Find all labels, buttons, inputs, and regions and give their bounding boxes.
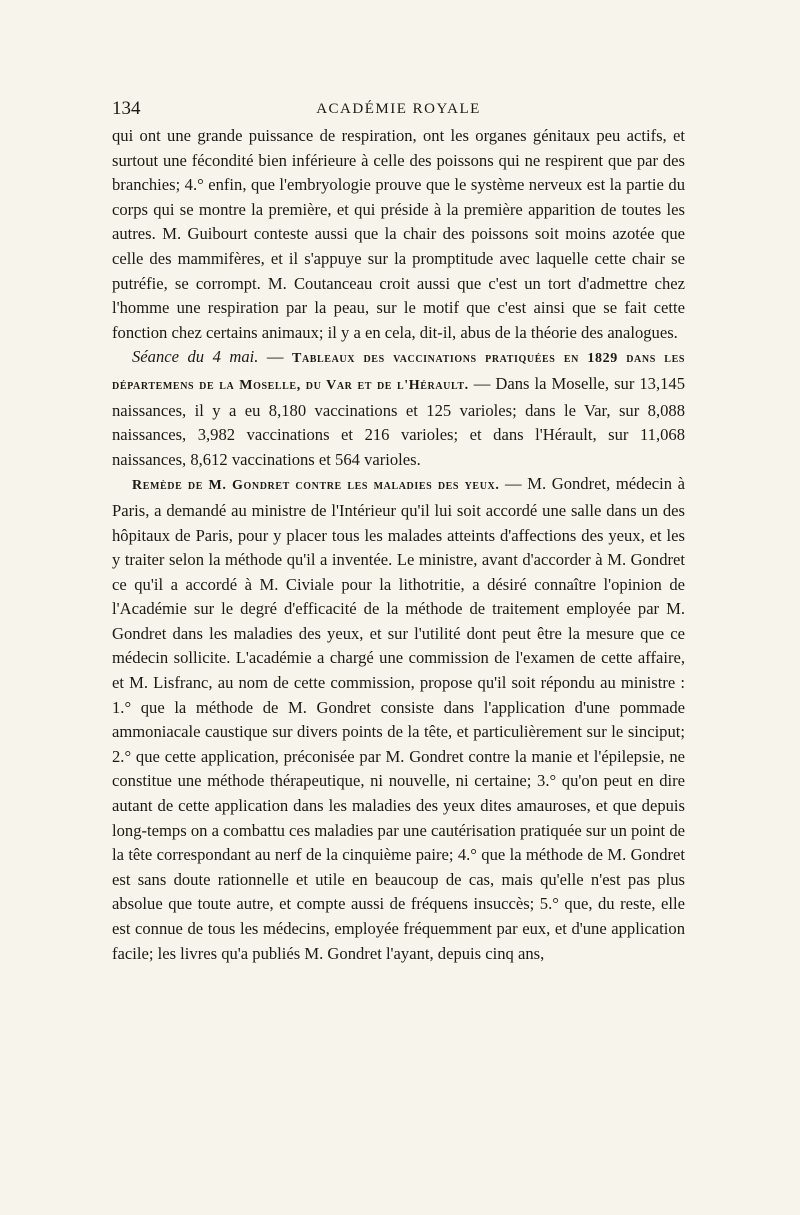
session-date: Séance du 4 mai. [132,347,259,367]
paragraph-respiration: qui ont une grande puissance de respiration, ont les organes génitaux peu actifs, et surtout une fécondité bien inférieure à celle des poissons qui ne respirent que par des branchies; 4.° enfin, que l'embryologie prouve que le système nerveux est la partie du corps qui se montre la première, et qui préside à la première apparition de toutes les autres. M. Guibourt conteste aussi que la chair des poissons soit moins azotée que celle des mammifères, et il s'appuye sur la promptitude avec laquelle cette chair se putréfie, se corrompt. M. Coutanceau croit aussi que c'est un tort d'admettre chez l'homme une respiration par la peau, sur le motif que c'est ainsi que se fait cette fonction chez certains animaux; il y a en cela, dit-il, abus de la théorie des analogues. [112,126,685,342]
dash: — [258,347,292,367]
paragraph-gondret [112,472,685,966]
paragraph-vaccinations [112,345,685,472]
gondret-text: — M. Gondret, médecin à Paris, a demandé au ministre de l'Intérieur qu'il lui soit accordé une salle dans un des hôpitaux de Paris, pour y placer tous les malades atteints d'affections des yeux, et les y traiter selon la méthode qu'il a inventée. Le ministre, avant d'accorder à M. Gondret ce qu'il a accordé à M. Civiale pour la lithotritie, a désiré connaître l'opinion de l'Académie sur le degré d'efficacité de la méthode de traitement employée par M. Gondret dans les maladies des yeux, et sur l'utilité dont peut être la mesure que ce médecin sollicite. L'académie a chargé une commission de l'examen de cette affaire, et M. Lisfranc, au nom de cette commission, propose qu'il soit répondu au ministre : 1.° que la méthode de M. Gondret consiste dans l'application d'une pommade ammoniacale caustique sur divers points de la tête, et particulièrement sur le sinciput; 2.° que cette application, préconisée par M. Gondret contre la manie et l'épilepsie, ne constitue une méthode thérapeutique, ni nouvelle, ni certaine; 3.° qu'on peut en dire autant de cette application dans les maladies des yeux dites amauroses, et que depuis long-temps on a combattu ces maladies par une cautérisation pratiquée sur un point de la tête correspondant au nerf de la cinquième paire; 4.° que la méthode de M. Gondret est sans doute rationnelle et utile en beaucoup de cas, mais qu'elle n'est pas plus absolue que toute autre, et compte aussi de fréquens insuccès; 5.° que, du reste, elle est connue de tous les médecins, employée fréquemment par eux, et d'une application facile; les livres qu'a publiés M. Gondret l'ayant, depuis cinq ans, [112,474,685,963]
section-heading-vaccinations: Tableaux des vaccinations pratiquées en 1829 dans les départemens de la Moselle, du Var et de l'Hérault. [112,351,686,393]
vaccinations-text: — Dans la Moselle, sur 13,145 naissances, il y a eu 8,180 vaccinations et 125 varioles; dans le Var, sur 8,088 naissances, 3,982 vaccinations et 216 varioles; et dans l'Hérault, sur 11,068 naissances, 8,612 vaccinations et 564 varioles. [112,373,685,469]
body-text [112,124,685,966]
page-header [112,96,685,122]
section-heading-gondret: Remède de M. Gondret contre les maladies des yeux. [132,478,500,494]
page-number: 134 [112,98,141,119]
running-head: ACADÉMIE ROYALE [316,101,481,117]
book-page [112,96,685,966]
